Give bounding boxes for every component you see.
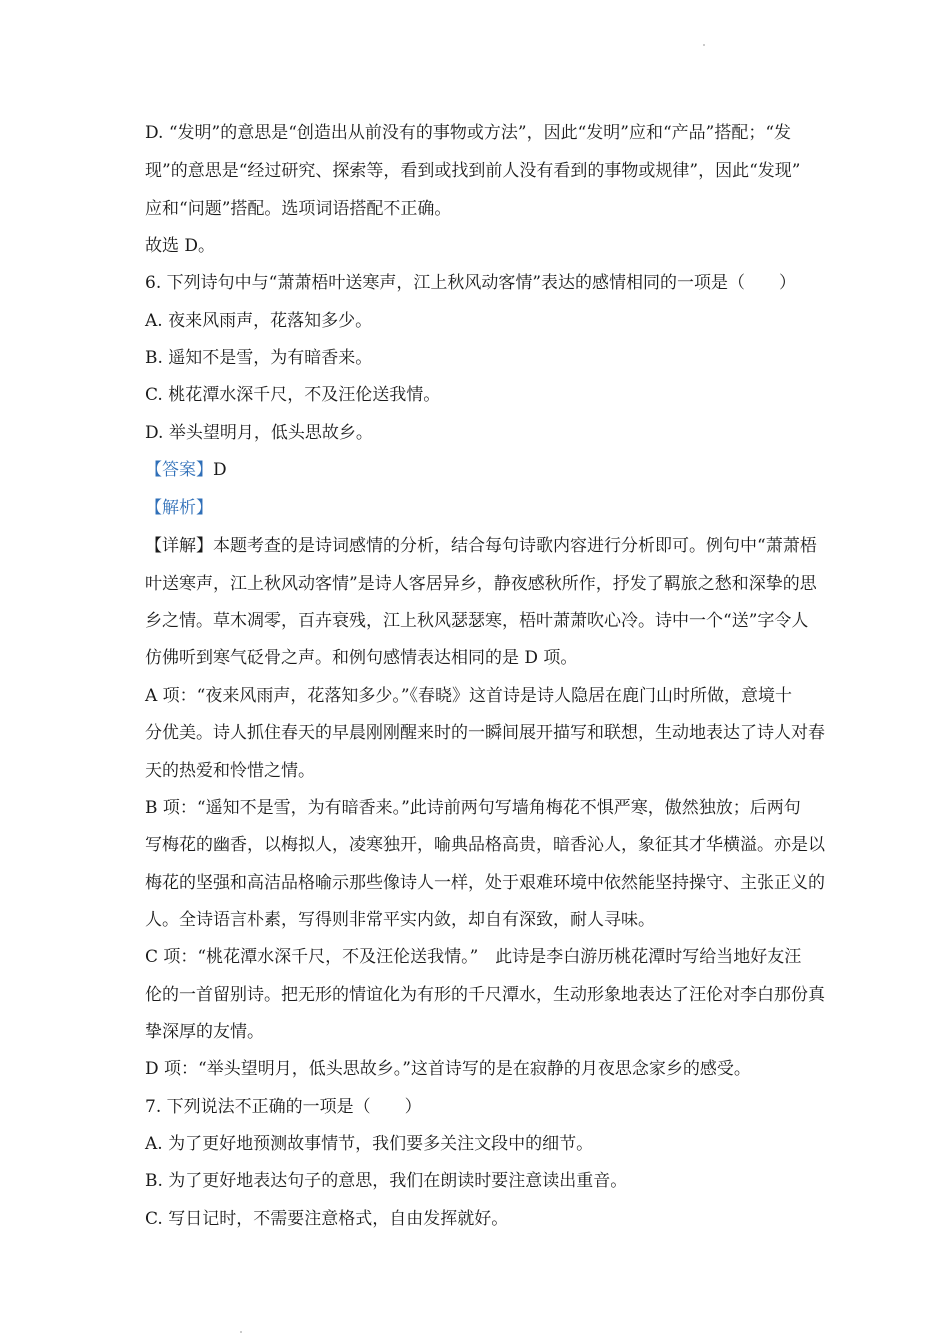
option-b-analysis-line-1: B 项：“遥知不是雪，为有暗香来。”此诗前两句写墙角梅花不惧严寒，傲然独放；后两句 (145, 798, 801, 818)
option-b-analysis-line-3: 梅花的坚强和高洁品格喻示那些像诗人一样，处于艰难环境中依然能坚持操守、主张正义的 (145, 873, 825, 893)
option-b-analysis-line-2: 写梅花的幽香，以梅拟人，凌寒独开，喻典品格高贵，暗香沁人，象征其才华横溢。亦是以 (145, 835, 825, 855)
answer-line (145, 459, 227, 481)
question-7-option-a: A. 为了更好地预测故事情节，我们要多关注文段中的细节。 (145, 1134, 594, 1154)
answer-tag: 【答案】 (145, 460, 213, 480)
option-a-analysis-line-3: 天的热爱和怜惜之情。 (145, 761, 315, 781)
detail-line-4: 仿佛听到寒气砭骨之声。和例句感情表达相同的是 D 项。 (145, 648, 578, 668)
detail-line-3: 乡之情。草木凋零，百卉衰残，江上秋风瑟瑟寒，梧叶萧萧吹心冷。诗中一个“送”字令人 (145, 611, 809, 631)
corner-dot-bottom (240, 1331, 242, 1333)
analysis-tag: 【解析】 (145, 498, 213, 518)
analysis-line (145, 497, 213, 519)
d-explanation-line-2: 现”的意思是“经过研究、探索等，看到或找到前人没有看到的事物或规律”，因此“发现” (145, 161, 801, 181)
answer-value: D (213, 460, 227, 480)
detail-line-1: 【详解】本题考查的是诗词感情的分析，结合每句诗歌内容进行分析即可。例句中“萧萧梧 (145, 536, 817, 556)
d-explanation-line-1: D. “发明”的意思是“创造出从前没有的事物或方法”，因此“发明”应和“产品”搭配；“发 (145, 123, 792, 143)
question-6-option-c: C. 桃花潭水深千尺，不及汪伦送我情。 (145, 385, 441, 405)
question-7-option-b: B. 为了更好地表达句子的意思，我们在朗读时要注意读出重音。 (145, 1171, 628, 1191)
option-c-analysis-line-1: C 项：“桃花潭水深千尺，不及汪伦送我情。” 此诗是李白游历桃花潭时写给当地好友汪 (145, 947, 802, 967)
d-explanation-line-3: 应和“问题”搭配。选项词语搭配不正确。 (145, 199, 452, 219)
question-7-stem: 7. 下列说法不正确的一项是（ ） (145, 1097, 422, 1117)
option-c-analysis-line-3: 挚深厚的友情。 (145, 1022, 264, 1042)
choose-d-line: 故选 D。 (145, 236, 216, 256)
question-6-option-d: D. 举头望明月，低头思故乡。 (145, 423, 373, 443)
question-7-option-c: C. 写日记时，不需要注意格式，自由发挥就好。 (145, 1209, 509, 1229)
option-d-analysis-line-1: D 项：“举头望明月，低头思故乡。”这首诗写的是在寂静的月夜思念家乡的感受。 (145, 1059, 751, 1079)
option-b-analysis-line-4: 人。全诗语言朴素，写得则非常平实内敛，却自有深致，耐人寻味。 (145, 910, 655, 930)
option-a-analysis-line-1: A 项：“夜来风雨声，花落知多少。”《春晓》这首诗是诗人隐居在鹿门山时所做，意境十 (145, 686, 793, 706)
detail-line-2: 叶送寒声，江上秋风动客情”是诗人客居异乡，静夜感秋所作，抒发了羁旅之愁和深挚的思 (145, 574, 817, 594)
corner-dot-top (703, 44, 705, 46)
question-6-stem: 6. 下列诗句中与“萧萧梧叶送寒声，江上秋风动客情”表达的感情相同的一项是（ ） (145, 273, 797, 293)
option-c-analysis-line-2: 伦的一首留别诗。把无形的情谊化为有形的千尺潭水，生动形象地表达了汪伦对李白那份真 (145, 985, 825, 1005)
question-6-option-a: A. 夜来风雨声，花落知多少。 (145, 311, 373, 331)
question-6-option-b: B. 遥知不是雪，为有暗香来。 (145, 348, 373, 368)
option-a-analysis-line-2: 分优美。诗人抓住春天的早晨刚刚醒来时的一瞬间展开描写和联想，生动地表达了诗人对春 (145, 723, 825, 743)
